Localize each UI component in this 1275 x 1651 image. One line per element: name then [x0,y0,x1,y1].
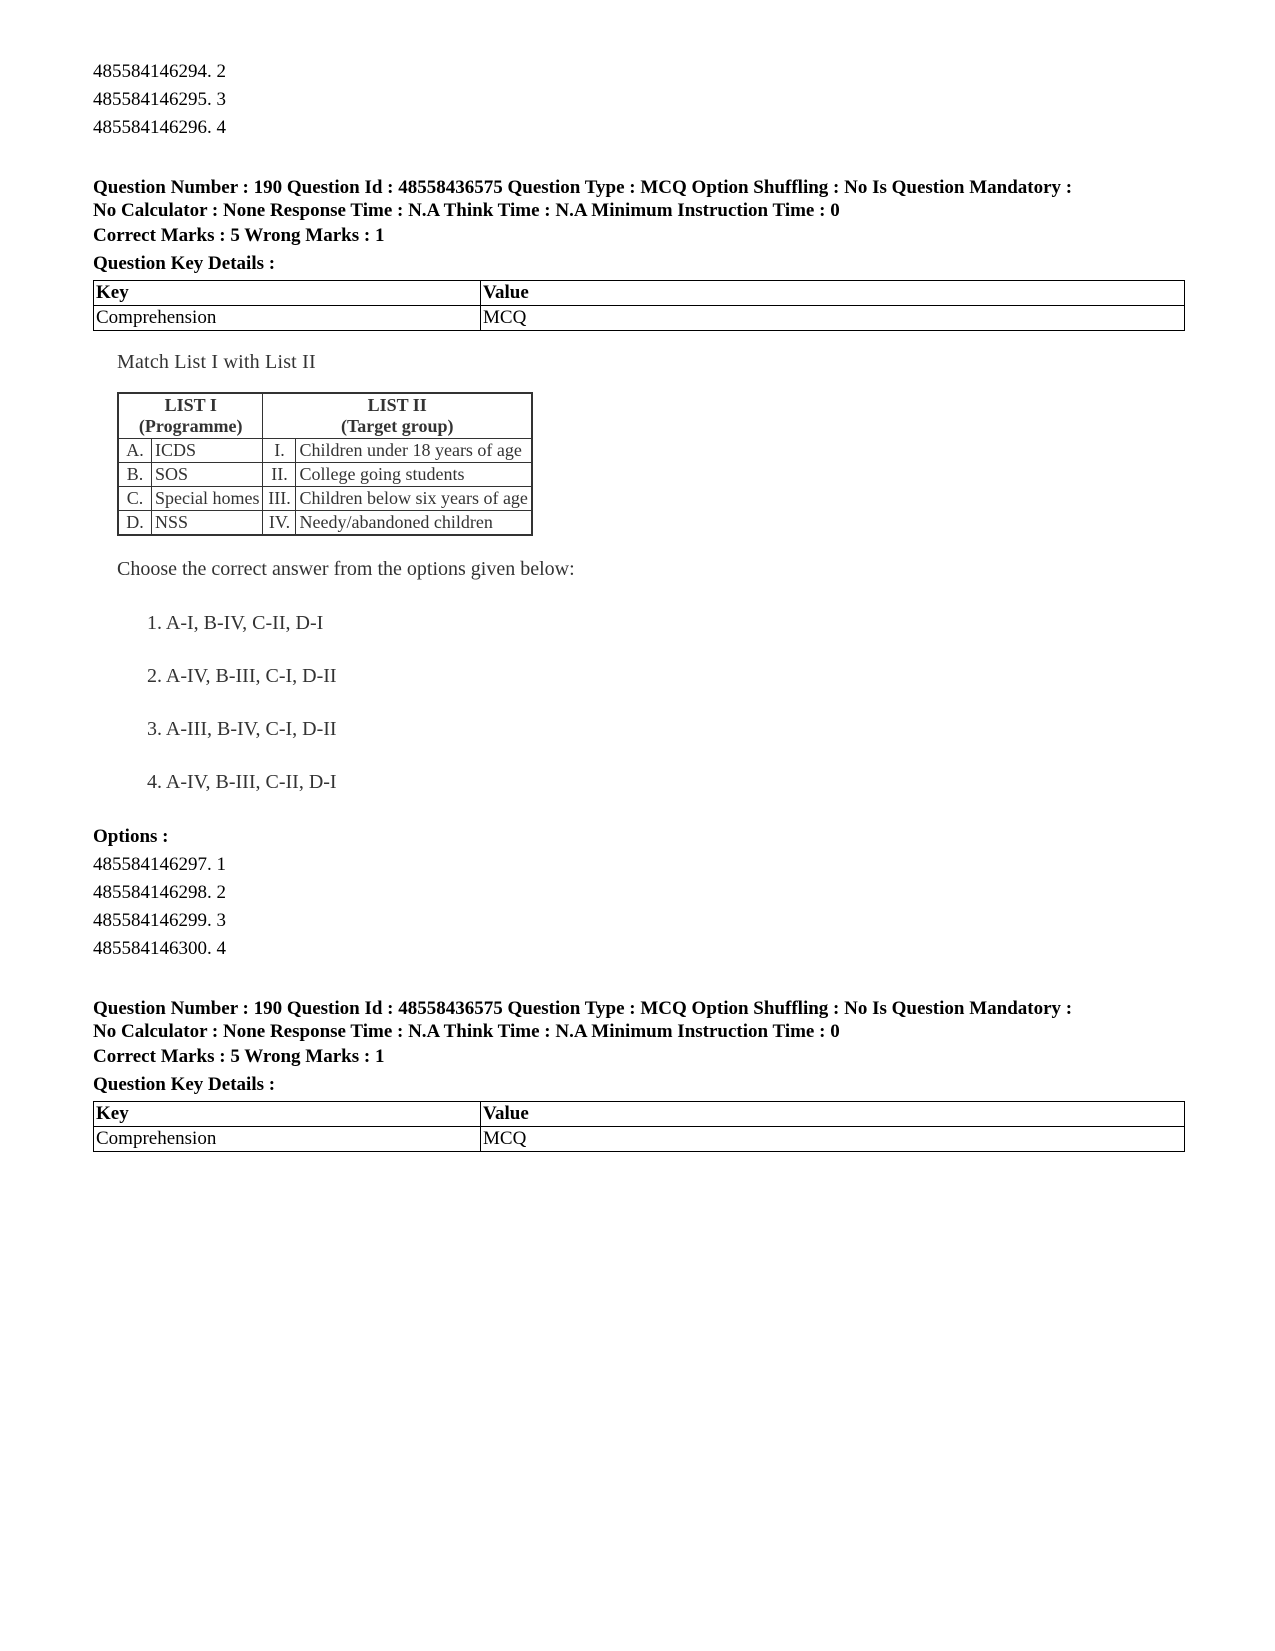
option-item: 485584146296. 4 [93,117,226,138]
list1-header [118,393,263,439]
key-details-table [93,280,1185,331]
list2-numeral: I. [263,439,296,463]
programme-cell: NSS [152,511,263,536]
match-row [118,511,532,536]
table-header-key: Key [94,281,481,306]
target-group-cell: Children under 18 years of age [296,439,532,463]
question-meta-line-1: Question Number : 190 Question Id : 48558436575 Question Type : MCQ Option Shuffling : No Is Question Mandatory : [93,177,1073,198]
document-page [93,58,1185,1152]
key-details-label: Question Key Details : [93,1074,276,1095]
list1-letter: B. [118,463,152,487]
option-item: 485584146300. 4 [93,938,226,959]
list2-numeral: IV. [263,511,296,536]
match-row [118,439,532,463]
option-item: 485584146294. 2 [93,61,226,82]
question-image [117,351,677,809]
answer-choice: 2. A-IV, B-III, C-I, D-II [147,665,337,687]
answer-choice: 1. A-I, B-IV, C-II, D-I [147,612,324,634]
previous-options-list [93,58,1185,142]
list1-letter: D. [118,511,152,536]
option-item: 485584146295. 3 [93,89,226,110]
answer-choice: 4. A-IV, B-III, C-II, D-I [147,771,337,793]
table-cell-value: MCQ [481,1127,1185,1152]
list1-header-title: LIST I [164,395,217,415]
question-image-title: Match List I with List II [117,351,316,373]
question-meta-line-1: Question Number : 190 Question Id : 48558436575 Question Type : MCQ Option Shuffling : No Is Question Mandatory : [93,998,1073,1019]
question-meta-line-2: No Calculator : None Response Time : N.A Think Time : N.A Minimum Instruction Time : 0 [93,1021,840,1042]
table-cell-key: Comprehension [94,306,481,331]
options-list [93,851,1185,963]
list2-header [263,393,532,439]
marks-line: Correct Marks : 5 Wrong Marks : 1 [93,225,385,246]
list2-numeral: III. [263,487,296,511]
table-cell-key: Comprehension [94,1127,481,1152]
question-meta-line-2: No Calculator : None Response Time : N.A Think Time : N.A Minimum Instruction Time : 0 [93,200,840,221]
list2-header-title: LIST II [367,395,427,415]
question-block-1 [93,176,1185,331]
match-lists-table [117,392,533,536]
list1-header-subtitle: (Programme) [138,416,243,436]
table-row [94,1127,1185,1152]
marks-line: Correct Marks : 5 Wrong Marks : 1 [93,1046,385,1067]
target-group-cell: Needy/abandoned children [296,511,532,536]
programme-cell: Special homes [152,487,263,511]
table-cell-value: MCQ [481,306,1185,331]
table-header-key: Key [94,1102,481,1127]
list2-numeral: II. [263,463,296,487]
table-header-value: Value [481,1102,1185,1127]
list1-letter: C. [118,487,152,511]
programme-cell: ICDS [152,439,263,463]
option-item: 485584146297. 1 [93,854,226,875]
option-item: 485584146299. 3 [93,910,226,931]
question-block-2 [93,997,1185,1152]
table-row [94,306,1185,331]
table-header-row [94,281,1185,306]
match-row [118,463,532,487]
list1-letter: A. [118,439,152,463]
key-details-table [93,1101,1185,1152]
programme-cell: SOS [152,463,263,487]
options-label: Options : [93,826,169,847]
table-header-row [94,1102,1185,1127]
choose-instruction: Choose the correct answer from the options given below: [117,558,575,580]
table-header-value: Value [481,281,1185,306]
match-row [118,487,532,511]
match-lists-header [118,393,532,439]
key-details-label: Question Key Details : [93,253,276,274]
target-group-cell: College going students [296,463,532,487]
option-item: 485584146298. 2 [93,882,226,903]
target-group-cell: Children below six years of age [296,487,532,511]
list2-header-subtitle: (Target group) [340,416,454,436]
answer-choice: 3. A-III, B-IV, C-I, D-II [147,718,337,740]
